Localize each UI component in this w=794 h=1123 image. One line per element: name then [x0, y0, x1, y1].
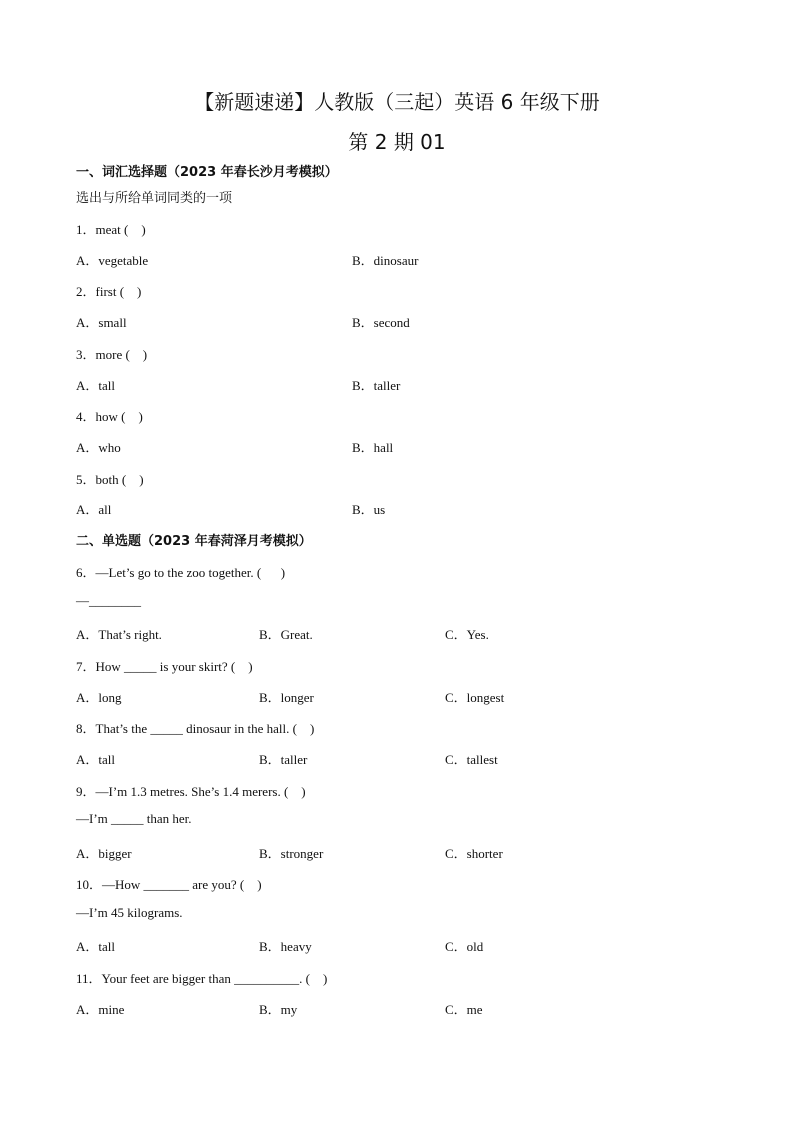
question-8-option-c: C．tallest [445, 752, 498, 767]
question-10-option-b: B．heavy [259, 939, 312, 954]
question-10-response-line: —I’m 45 kilograms. [76, 905, 183, 920]
question-6-option-c: C．Yes. [445, 627, 489, 642]
question-9-response-line: —I’m _____ than her. [76, 811, 192, 826]
document-title: 【新题速递】人教版（三起）英语 6 年级下册 [194, 90, 600, 114]
question-10-stem: 10．—How _______ are you? ( ) [76, 877, 262, 892]
question-5-stem: 5．both ( ) [76, 472, 144, 487]
document-subtitle: 第 2 期 01 [348, 130, 446, 154]
question-7-stem: 7．How _____ is your skirt? ( ) [76, 659, 253, 674]
question-3-stem: 3．more ( ) [76, 347, 148, 362]
question-7-option-a: A．long [76, 690, 122, 705]
question-7-option-c: C．longest [445, 690, 505, 705]
question-11-stem: 11．Your feet are bigger than __________. ( ) [76, 971, 328, 986]
question-8-option-a: A．tall [76, 752, 115, 767]
question-5-option-b: B．us [352, 502, 386, 517]
question-1-option-a: A．vegetable [76, 253, 149, 268]
question-9-option-a: A．bigger [76, 846, 132, 861]
question-7-option-b: B．longer [259, 690, 314, 705]
question-4-option-a: A．who [76, 440, 121, 455]
question-8-option-b: B．taller [259, 752, 308, 767]
section-instruction: 选出与所给单词同类的一项 [76, 191, 233, 206]
question-6-option-a: A．That’s right. [76, 627, 162, 642]
question-6-stem: 6．—Let’s go to the zoo together. ( ) [76, 565, 286, 580]
question-3-option-b: B．taller [352, 378, 401, 393]
question-6-response-line: —________ [76, 593, 141, 608]
question-4-stem: 4．how ( ) [76, 409, 143, 424]
question-6-option-b: B．Great. [259, 627, 313, 642]
question-3-option-a: A．tall [76, 378, 115, 393]
question-8-stem: 8．That’s the _____ dinosaur in the hall. ( ) [76, 721, 315, 736]
question-1-stem: 1．meat ( ) [76, 222, 146, 237]
question-4-option-b: B．hall [352, 440, 394, 455]
question-2-option-a: A．small [76, 315, 127, 330]
question-11-option-c: C．me [445, 1002, 483, 1017]
question-11-option-a: A．mine [76, 1002, 125, 1017]
question-11-option-b: B．my [259, 1002, 298, 1017]
question-9-option-c: C．shorter [445, 846, 503, 861]
question-2-stem: 2．first ( ) [76, 284, 142, 299]
section-heading-single-choice: 二、单选题（2023 年春菏泽月考模拟） [76, 534, 312, 549]
section-heading-vocabulary: 一、词汇选择题（2023 年春长沙月考模拟） [76, 165, 338, 180]
question-5-option-a: A．all [76, 502, 112, 517]
question-1-option-b: B．dinosaur [352, 253, 419, 268]
question-10-option-a: A．tall [76, 939, 115, 954]
question-10-option-c: C．old [445, 939, 484, 954]
question-9-stem: 9．—I’m 1.3 metres. She’s 1.4 merers. ( ) [76, 784, 306, 799]
question-2-option-b: B．second [352, 315, 410, 330]
question-9-option-b: B．stronger [259, 846, 324, 861]
